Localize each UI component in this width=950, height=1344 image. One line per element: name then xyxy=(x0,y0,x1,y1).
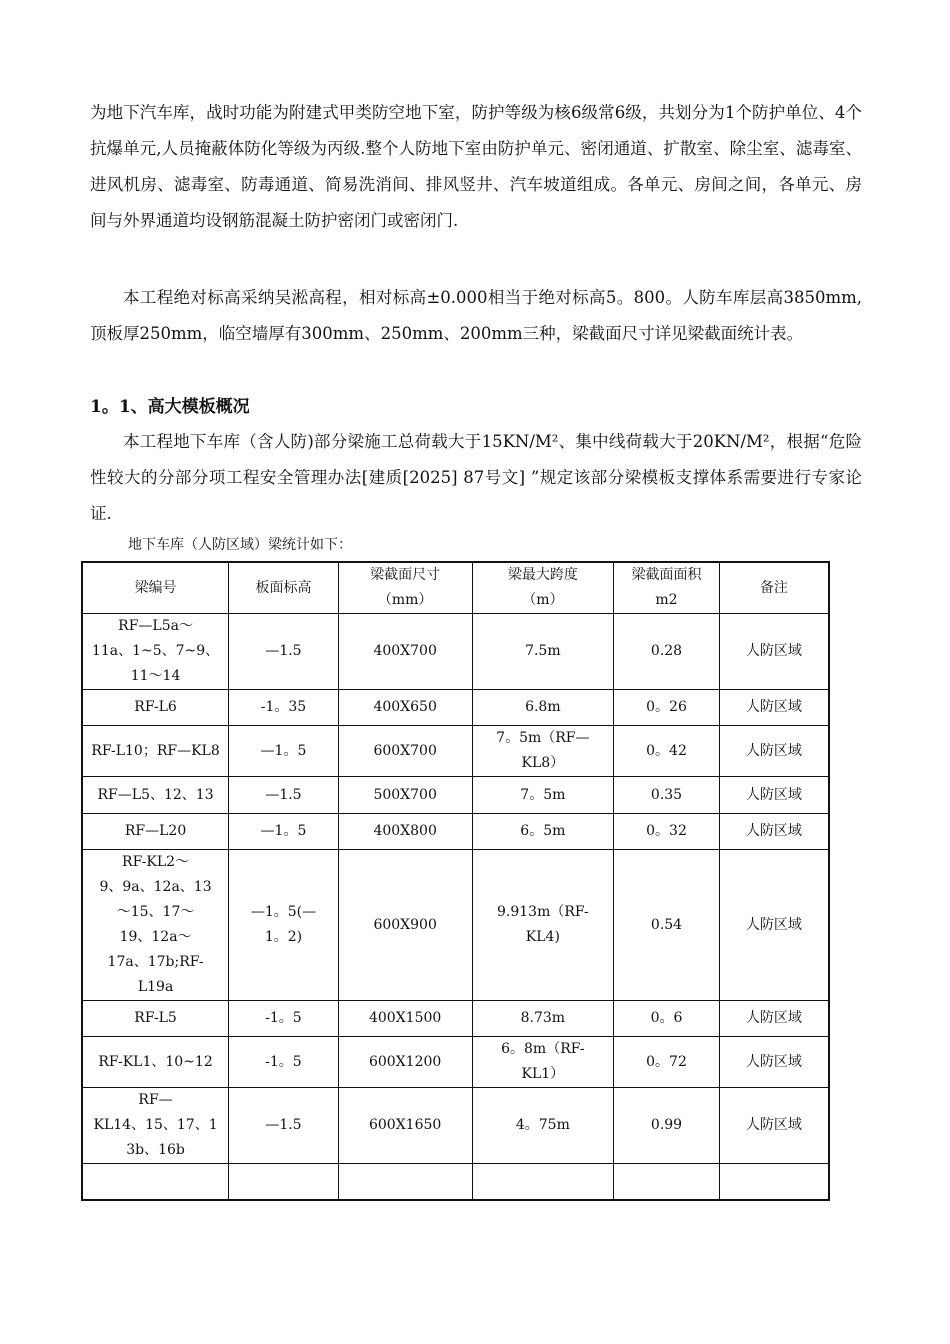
cell-section-area: 0.35 xyxy=(614,777,720,814)
cell-section-area: 0。42 xyxy=(614,726,720,777)
cell-max-span: 8.73m xyxy=(472,1001,614,1037)
cell-slab-elevation xyxy=(229,1164,339,1200)
cell-beam-id: RF—L5、12、13 xyxy=(82,777,229,814)
cell-section-size: 400X800 xyxy=(338,814,472,850)
table-row xyxy=(82,814,829,850)
table-row xyxy=(82,1088,829,1164)
header-max-span: 梁最大跨度 （m） xyxy=(472,562,614,614)
cell-remarks: 人防区域 xyxy=(719,814,829,850)
cell-slab-elevation: —1。5 xyxy=(229,726,339,777)
cell-section-size: 600X900 xyxy=(338,850,472,1001)
cell-remarks: 人防区域 xyxy=(719,726,829,777)
beam-statistics-table xyxy=(81,561,830,1201)
cell-slab-elevation: —1。5 xyxy=(229,814,339,850)
table-row xyxy=(82,1037,829,1088)
cell-remarks: 人防区域 xyxy=(719,1037,829,1088)
cell-max-span: 9.913m（RF- KL4) xyxy=(472,850,614,1001)
cell-beam-id: RF-L5 xyxy=(82,1001,229,1037)
header-section-area: 梁截面面积 m2 xyxy=(614,562,720,614)
cell-max-span: 4。75m xyxy=(472,1088,614,1164)
cell-max-span: 6。8m（RF- KL1） xyxy=(472,1037,614,1088)
header-remarks: 备注 xyxy=(719,562,829,614)
cell-section-size: 400X1500 xyxy=(338,1001,472,1037)
cell-beam-id: RF-KL2～ 9、9a、12a、13 ～15、17～ 19、12a～ 17a、17b;RF- L19a xyxy=(82,850,229,1001)
cell-remarks: 人防区域 xyxy=(719,850,829,1001)
cell-slab-elevation: —1.5 xyxy=(229,614,339,690)
cell-section-area xyxy=(614,1164,720,1200)
cell-section-area: 0.54 xyxy=(614,850,720,1001)
cell-max-span: 7。5m（RF— KL8） xyxy=(472,726,614,777)
cell-section-area: 0.28 xyxy=(614,614,720,690)
cell-section-area: 0。6 xyxy=(614,1001,720,1037)
cell-section-size xyxy=(338,1164,472,1200)
cell-section-size: 400X700 xyxy=(338,614,472,690)
cell-section-area: 0。26 xyxy=(614,690,720,726)
cell-beam-id: RF— KL14、15、17、1 3b、16b xyxy=(82,1088,229,1164)
cell-section-area: 0.99 xyxy=(614,1088,720,1164)
header-slab-elevation: 板面标高 xyxy=(229,562,339,614)
cell-remarks: 人防区域 xyxy=(719,777,829,814)
table-caption: 地下车库（人防区域）梁统计如下： xyxy=(128,537,352,553)
cell-slab-elevation: -1。5 xyxy=(229,1037,339,1088)
header-section-size: 梁截面尺寸 （mm） xyxy=(338,562,472,614)
section-heading: 1。1、高大模板概况 xyxy=(90,397,250,417)
cell-remarks: 人防区域 xyxy=(719,690,829,726)
cell-slab-elevation: -1。5 xyxy=(229,1001,339,1037)
cell-beam-id: RF—L5a～ 11a、1~5、7~9、 11～14 xyxy=(82,614,229,690)
paragraph-civil-defense-description: 为地下汽车库，战时功能为附建式甲类防空地下室，防护等级为核6级常6级，共划分为1个防护单位、4个抗爆单元,人员掩蔽体防化等级为丙级.整个人防地下室由防护单元、密闭通道、扩散室、除尘室、滤毒室、进风机房、滤毒室、防毒通道、简易洗消间、排风竖井、汽车坡道组成。各单元、房间之间，各单元、房间与外界通道均设钢筋混凝土防护密闭门或密闭门. xyxy=(90,103,862,230)
paragraph-elevation-description: 本工程绝对标高采纳吴淞高程，相对标高±0.000相当于绝对标高5。800。人防车库层高3850mm,顶板厚250mm，临空墙厚有300mm、250mm、200mm三种，梁截面尺寸详见梁截面统计表。 xyxy=(90,288,862,343)
cell-section-size: 500X700 xyxy=(338,777,472,814)
cell-remarks: 人防区域 xyxy=(719,1001,829,1037)
table-row xyxy=(82,726,829,777)
cell-section-area: 0。72 xyxy=(614,1037,720,1088)
cell-slab-elevation: -1。35 xyxy=(229,690,339,726)
cell-max-span: 6.8m xyxy=(472,690,614,726)
cell-remarks xyxy=(719,1164,829,1200)
cell-remarks: 人防区域 xyxy=(719,614,829,690)
cell-beam-id: RF—L20 xyxy=(82,814,229,850)
cell-beam-id: RF-L6 xyxy=(82,690,229,726)
cell-beam-id xyxy=(82,1164,229,1200)
cell-section-size: 600X1200 xyxy=(338,1037,472,1088)
paragraph-formwork-overview: 本工程地下车库（含人防)部分梁施工总荷载大于15KN/M²、集中线荷载大于20KN/M²，根据“危险性较大的分部分项工程安全管理办法[建质[2025] 87号文] ”规定该部分梁模板支撑体系需要进行专家论证. xyxy=(90,432,862,523)
cell-beam-id: RF-L10；RF—KL8 xyxy=(82,726,229,777)
cell-max-span: 6。5m xyxy=(472,814,614,850)
cell-slab-elevation: —1.5 xyxy=(229,1088,339,1164)
table-header-row xyxy=(82,562,829,614)
cell-section-size: 600X1650 xyxy=(338,1088,472,1164)
table-row xyxy=(82,1001,829,1037)
cell-section-size: 600X700 xyxy=(338,726,472,777)
table-row xyxy=(82,777,829,814)
cell-max-span xyxy=(472,1164,614,1200)
cell-slab-elevation: —1。5(— 1。2) xyxy=(229,850,339,1001)
table-row xyxy=(82,1164,829,1200)
cell-remarks: 人防区域 xyxy=(719,1088,829,1164)
cell-section-size: 400X650 xyxy=(338,690,472,726)
table-row xyxy=(82,690,829,726)
table-row xyxy=(82,614,829,690)
cell-max-span: 7。5m xyxy=(472,777,614,814)
cell-beam-id: RF-KL1、10~12 xyxy=(82,1037,229,1088)
cell-slab-elevation: —1.5 xyxy=(229,777,339,814)
cell-max-span: 7.5m xyxy=(472,614,614,690)
table-row xyxy=(82,850,829,1001)
header-beam-id: 梁编号 xyxy=(82,562,229,614)
cell-section-area: 0。32 xyxy=(614,814,720,850)
